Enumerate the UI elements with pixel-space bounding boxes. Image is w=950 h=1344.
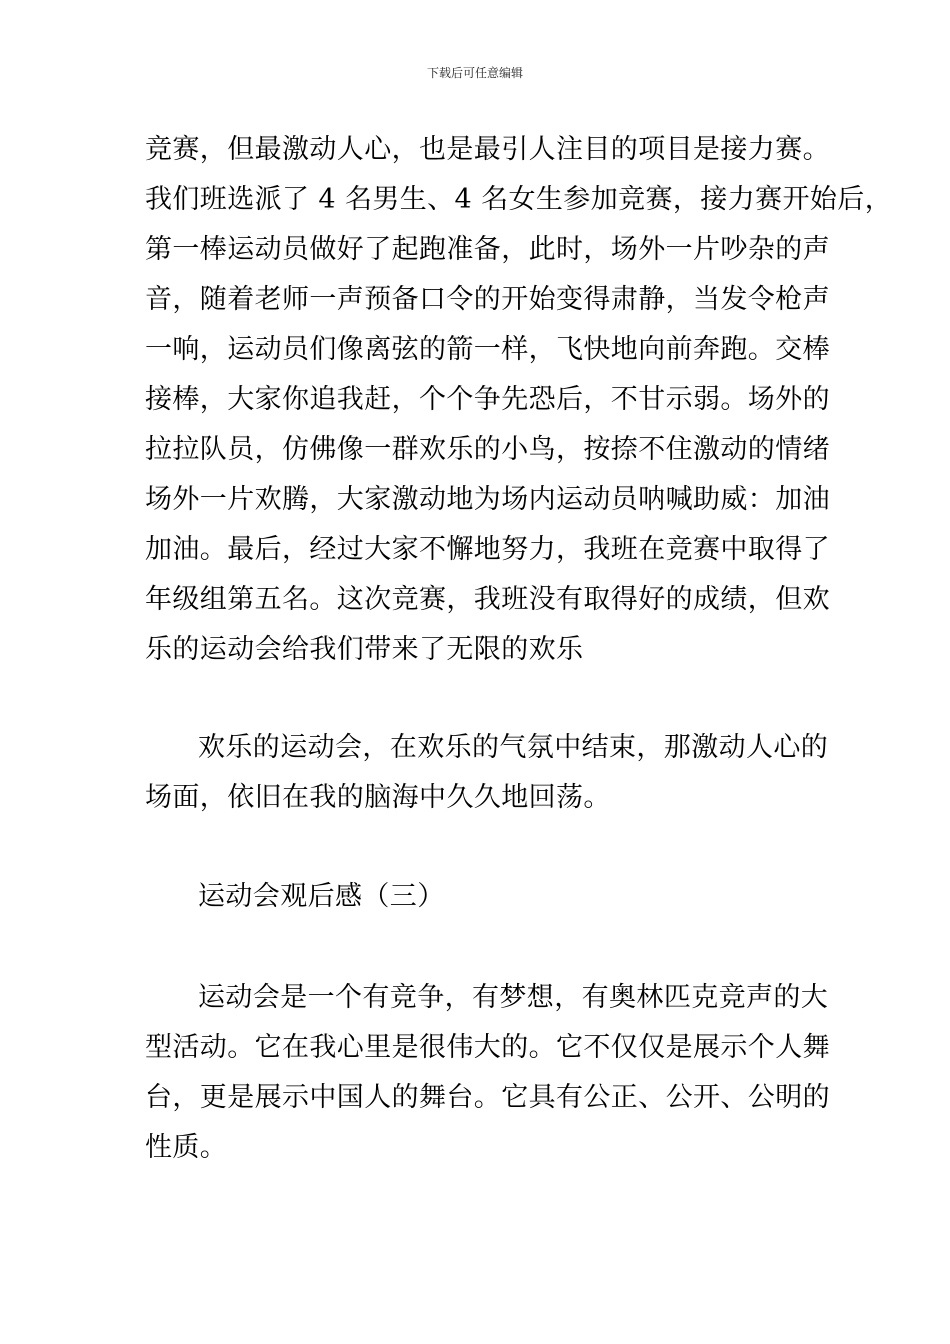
paragraph-1-line: 乐的运动会给我们带来了无限的欢乐 <box>145 634 584 665</box>
paragraph-3-line: 性质。 <box>145 1132 228 1163</box>
section-heading: 运动会观后感（三） <box>198 881 445 912</box>
paragraph-1-line: 第一棒运动员做好了起跑准备，此时，场外一片吵杂的声 <box>145 234 830 265</box>
paragraph-3-line: 运动会是一个有竞争，有梦想，有奥林匹克竞声的大 <box>198 982 829 1013</box>
paragraph-1-line: 一响，运动员们像离弦的箭一样，飞快地向前奔跑。交棒 <box>145 334 830 365</box>
paragraph-1-line: 拉拉队员，仿佛像一群欢乐的小鸟，按捺不住激动的情绪 <box>145 434 830 465</box>
paragraph-1-line: 接棒，大家你追我赶，个个争先恐后，不甘示弱。场外的 <box>145 384 830 415</box>
paragraph-1-line: 年级组第五名。这次竞赛，我班没有取得好的成绩，但欢 <box>145 584 830 615</box>
paragraph-1-line: 竞赛，但最激动人心，也是最引人注目的项目是接力赛。 <box>145 134 830 165</box>
paragraph-2-line: 场面，依旧在我的脑海中久久地回荡。 <box>145 782 611 813</box>
paragraph-1-line: 我们班选派了 4 名男生、4 名女生参加竞赛，接力赛开始后， <box>145 184 893 215</box>
paragraph-1-line: 场外一片欢腾，大家激动地为场内运动员呐喊助威：加油 <box>145 484 830 515</box>
paragraph-2-line: 欢乐的运动会，在欢乐的气氛中结束，那激动人心的 <box>198 732 829 763</box>
paragraph-1-line: 音，随着老师一声预备口令的开始变得肃静，当发令枪声 <box>145 284 830 315</box>
paragraph-1-line: 加油。最后，经过大家不懈地努力，我班在竞赛中取得了 <box>145 534 830 565</box>
page-header-note: 下载后可任意编辑 <box>426 66 523 80</box>
paragraph-3-line: 型活动。它在我心里是很伟大的。它不仅仅是展示个人舞 <box>145 1032 830 1063</box>
paragraph-3-line: 台，更是展示中国人的舞台。它具有公正、公开、公明的 <box>145 1082 830 1113</box>
